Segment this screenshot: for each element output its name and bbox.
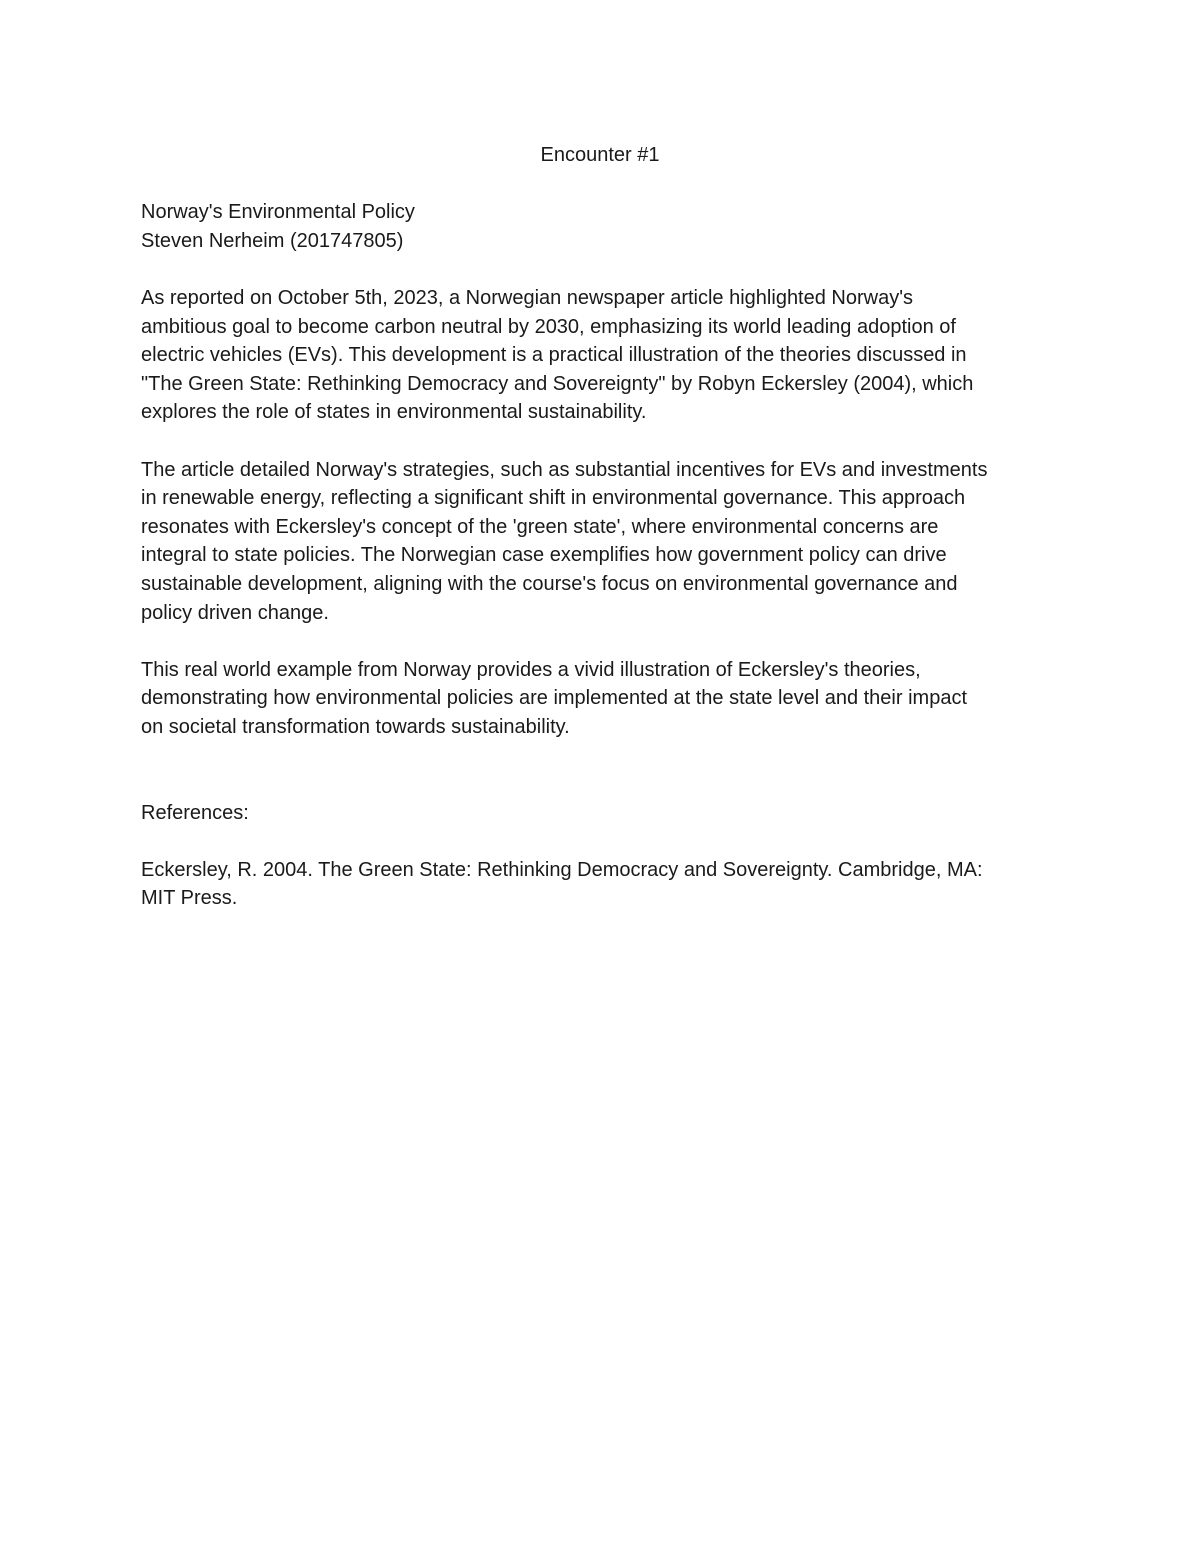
paragraph-line: explores the role of states in environmental sustainability. [141,401,647,424]
paragraph-line: electric vehicles (EVs). This development is a practical illustration of the theories discussed in [141,344,967,367]
paragraph-line: integral to state policies. The Norwegian case exemplifies how government policy can drive [141,544,947,567]
paragraph-line: ambitious goal to become carbon neutral by 2030, emphasizing its world leading adoption of [141,315,956,338]
paragraph-line: in renewable energy, reflecting a significant shift in environmental governance. This approach [141,487,966,510]
spacer [141,427,1061,456]
author-line: Steven Nerheim (201747805) [141,229,404,252]
reference-line: Eckersley, R. 2004. The Green State: Rethinking Democracy and Sovereignty. Cambridge, MA: [141,858,983,881]
paragraph-line: The article detailed Norway's strategies, such as substantial incentives for EVs and investments [141,458,988,481]
spacer [141,627,1061,656]
spacer [141,741,1061,798]
paragraph-line: As reported on October 5th, 2023, a Norwegian newspaper article highlighted Norway's [141,286,914,309]
paragraph-line: "The Green State: Rethinking Democracy and Sovereignty" by Robyn Eckersley (2004), which [141,372,974,395]
spacer [141,170,1061,199]
paragraph-line: on societal transformation towards sustainability. [141,715,570,738]
paragraph-3 [141,656,1061,742]
paragraph-line: This real world example from Norway provides a vivid illustration of Eckersley's theories, [141,658,921,681]
reference-line: MIT Press. [141,887,238,910]
document-body [141,141,1061,913]
paragraph-line: demonstrating how environmental policies are implemented at the state level and their impact [141,687,967,710]
spacer [141,827,1061,856]
paragraph-line: policy driven change. [141,601,329,624]
reference-entry [141,856,1061,913]
spacer [141,255,1061,284]
document-subtitle: Norway's Environmental Policy [141,201,415,224]
paragraph-2 [141,456,1061,628]
references-heading: References: [141,801,249,824]
paragraph-line: sustainable development, aligning with the course's focus on environmental governance and [141,572,958,595]
paragraph-line: resonates with Eckersley's concept of the 'green state', where environmental concerns are [141,515,939,538]
paragraph-1 [141,284,1061,427]
document-title: Encounter #1 [540,144,660,166]
